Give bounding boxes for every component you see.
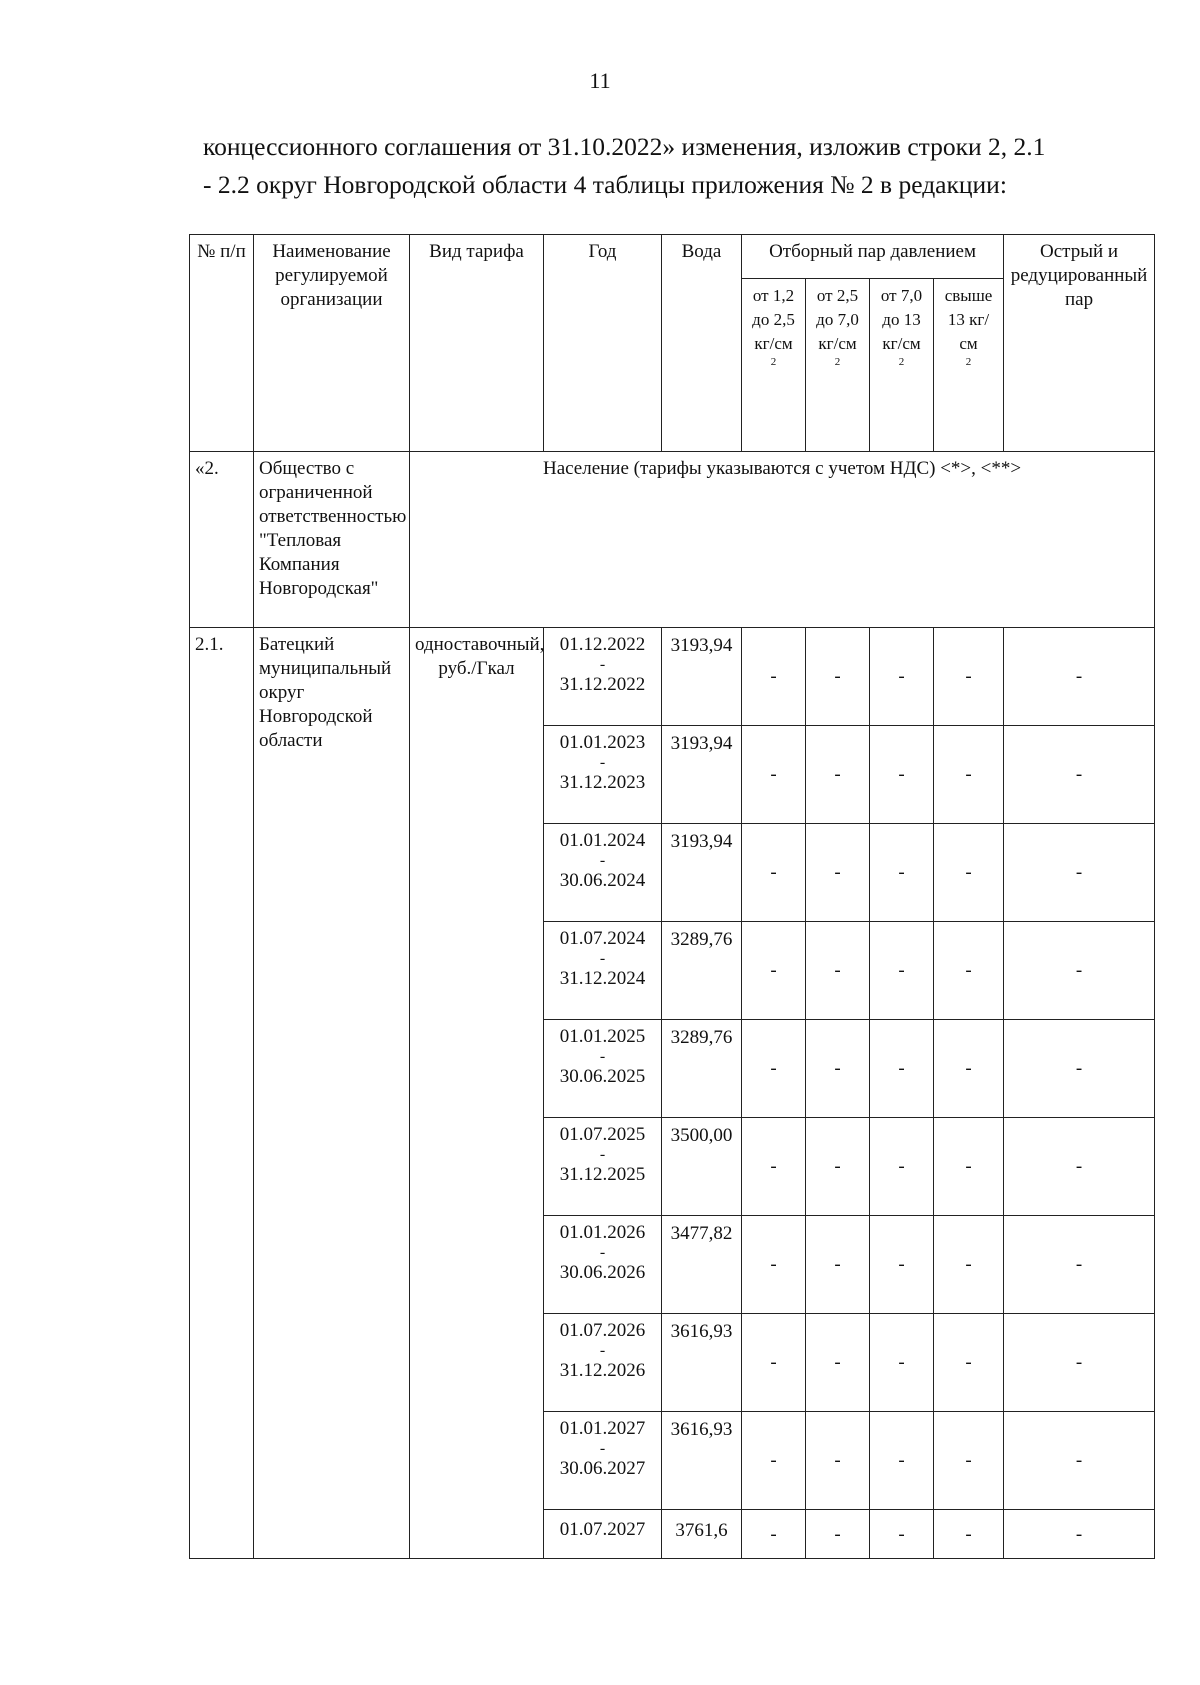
period-from: 01.12.2022	[559, 634, 646, 655]
row-2-1-num: 2.1.	[190, 628, 254, 1559]
empty-value-cell: -	[870, 1020, 934, 1118]
row-2-num: «2.	[190, 452, 254, 628]
empty-value-cell: -	[742, 726, 806, 824]
period-to: 30.06.2025	[559, 1066, 646, 1087]
empty-value-cell: -	[934, 1118, 1004, 1216]
empty-value-cell: -	[806, 1118, 870, 1216]
empty-value-cell: -	[742, 1510, 806, 1559]
header-steam-sub-text: от 7,0 до 13 кг/см	[880, 286, 923, 353]
empty-value-cell: -	[742, 1216, 806, 1314]
water-value: 3477,82	[662, 1216, 742, 1314]
empty-value-cell: -	[870, 922, 934, 1020]
row-2-note: Население (тарифы указываются с учетом НДС) <*>, <**>	[410, 452, 1155, 628]
header-steam-sub-2	[806, 279, 870, 452]
empty-value-cell: -	[806, 1412, 870, 1510]
period-from: 01.07.2027	[559, 1519, 646, 1540]
period-dash: -	[599, 1146, 606, 1163]
tariff-table	[189, 234, 1155, 1559]
period-cell	[544, 1412, 662, 1510]
empty-value-cell: -	[934, 824, 1004, 922]
empty-value-cell: -	[806, 726, 870, 824]
empty-value-cell: -	[1004, 922, 1155, 1020]
empty-value-cell: -	[934, 628, 1004, 726]
empty-value-cell: -	[1004, 726, 1155, 824]
water-value: 3193,94	[662, 824, 742, 922]
empty-value-cell: -	[1004, 628, 1155, 726]
period-to: 31.12.2025	[559, 1164, 646, 1185]
empty-value-cell: -	[742, 1118, 806, 1216]
header-sharp-steam: Острый и редуцированный пар	[1004, 235, 1155, 452]
period-from: 01.01.2024	[559, 830, 646, 851]
header-steam-sub-text: от 1,2 до 2,5 кг/см	[752, 286, 795, 353]
empty-value-cell: -	[1004, 1020, 1155, 1118]
water-value: 3616,93	[662, 1412, 742, 1510]
empty-value-cell: -	[742, 1314, 806, 1412]
empty-value-cell: -	[934, 1510, 1004, 1559]
empty-value-cell: -	[870, 824, 934, 922]
empty-value-cell: -	[806, 922, 870, 1020]
period-from: 01.01.2026	[559, 1222, 646, 1243]
period-to: 31.12.2026	[559, 1360, 646, 1381]
empty-value-cell: -	[806, 1020, 870, 1118]
empty-value-cell: -	[806, 1314, 870, 1412]
intro-line-1: концессионного соглашения от 31.10.2022» изменения, изложив строки 2, 2.1	[203, 132, 1046, 161]
period-dash: -	[599, 656, 606, 673]
empty-value-cell: -	[1004, 1314, 1155, 1412]
period-dash: -	[599, 754, 606, 771]
empty-value-cell: -	[806, 824, 870, 922]
empty-value-cell: -	[742, 1412, 806, 1510]
empty-value-cell: -	[806, 628, 870, 726]
empty-value-cell: -	[870, 1510, 934, 1559]
header-num: № п/п	[190, 235, 254, 452]
header-org: Наименование регулируемой организации	[254, 235, 410, 452]
period-from: 01.07.2026	[559, 1320, 646, 1341]
empty-value-cell: -	[870, 726, 934, 824]
header-tariff-type: Вид тарифа	[410, 235, 544, 452]
period-from: 01.07.2024	[559, 928, 646, 949]
period-to: 30.06.2026	[559, 1262, 646, 1283]
period-cell	[544, 726, 662, 824]
period-cell	[544, 1118, 662, 1216]
header-steam-sub-4	[934, 279, 1004, 452]
water-value: 3761,6	[662, 1510, 742, 1559]
period-dash: -	[599, 1440, 606, 1457]
empty-value-cell: -	[742, 1020, 806, 1118]
table-row	[190, 628, 1155, 726]
empty-value-cell: -	[934, 1314, 1004, 1412]
period-to: 31.12.2023	[559, 772, 646, 793]
period-cell	[544, 1510, 662, 1559]
empty-value-cell: -	[806, 1216, 870, 1314]
water-value: 3289,76	[662, 1020, 742, 1118]
period-dash: -	[599, 1342, 606, 1359]
empty-value-cell: -	[934, 1020, 1004, 1118]
empty-value-cell: -	[870, 1118, 934, 1216]
period-to: 31.12.2024	[559, 968, 646, 989]
empty-value-cell: -	[1004, 824, 1155, 922]
header-water: Вода	[662, 235, 742, 452]
period-to: 30.06.2024	[559, 870, 646, 891]
period-cell	[544, 1216, 662, 1314]
water-value: 3616,93	[662, 1314, 742, 1412]
empty-value-cell: -	[934, 1216, 1004, 1314]
period-dash: -	[599, 1048, 606, 1065]
empty-value-cell: -	[1004, 1510, 1155, 1559]
period-from: 01.01.2025	[559, 1026, 646, 1047]
intro-text	[203, 128, 1163, 204]
header-steam-sub-1	[742, 279, 806, 452]
empty-value-cell: -	[870, 1412, 934, 1510]
empty-value-cell: -	[806, 1510, 870, 1559]
header-steam-sub-sup: 2	[834, 356, 841, 368]
row-2-org: Общество с ограниченной ответственностью "Тепловая Компания Новгородская"	[254, 452, 410, 628]
row-2-1-org: Батецкий муниципальный округ Новгородской области	[254, 628, 410, 1559]
empty-value-cell: -	[870, 628, 934, 726]
period-from: 01.07.2025	[559, 1124, 646, 1145]
row-2-1-tariff-type: одноставочный, руб./Гкал	[410, 628, 544, 1559]
empty-value-cell: -	[1004, 1412, 1155, 1510]
water-value: 3500,00	[662, 1118, 742, 1216]
period-dash: -	[599, 950, 606, 967]
water-value: 3289,76	[662, 922, 742, 1020]
period-cell	[544, 922, 662, 1020]
empty-value-cell: -	[742, 628, 806, 726]
page-number: 11	[589, 68, 611, 93]
empty-value-cell: -	[934, 1412, 1004, 1510]
empty-value-cell: -	[934, 726, 1004, 824]
water-value: 3193,94	[662, 628, 742, 726]
water-value: 3193,94	[662, 726, 742, 824]
period-to: 31.12.2022	[559, 674, 646, 695]
period-cell	[544, 628, 662, 726]
period-dash: -	[599, 1244, 606, 1261]
empty-value-cell: -	[742, 922, 806, 1020]
header-steam-sub-sup: 2	[965, 356, 972, 368]
period-cell	[544, 824, 662, 922]
header-year: Год	[544, 235, 662, 452]
period-to: 30.06.2027	[559, 1458, 646, 1479]
header-steam: Отборный пар давлением	[742, 235, 1004, 279]
empty-value-cell: -	[870, 1314, 934, 1412]
empty-value-cell: -	[934, 922, 1004, 1020]
header-steam-sub-3	[870, 279, 934, 452]
intro-line-2: - 2.2 округ Новгородской области 4 таблицы приложения № 2 в редакции:	[203, 170, 1007, 199]
period-cell	[544, 1020, 662, 1118]
header-steam-sub-sup: 2	[898, 356, 905, 368]
empty-value-cell: -	[1004, 1118, 1155, 1216]
header-steam-sub-text: свыше 13 кг/см	[944, 286, 993, 353]
empty-value-cell: -	[742, 824, 806, 922]
period-from: 01.01.2027	[559, 1418, 646, 1439]
header-steam-sub-sup: 2	[770, 356, 777, 368]
period-cell	[544, 1314, 662, 1412]
empty-value-cell: -	[1004, 1216, 1155, 1314]
empty-value-cell: -	[870, 1216, 934, 1314]
period-from: 01.01.2023	[559, 732, 646, 753]
period-dash: -	[599, 852, 606, 869]
header-steam-sub-text: от 2,5 до 7,0 кг/см	[816, 286, 859, 353]
